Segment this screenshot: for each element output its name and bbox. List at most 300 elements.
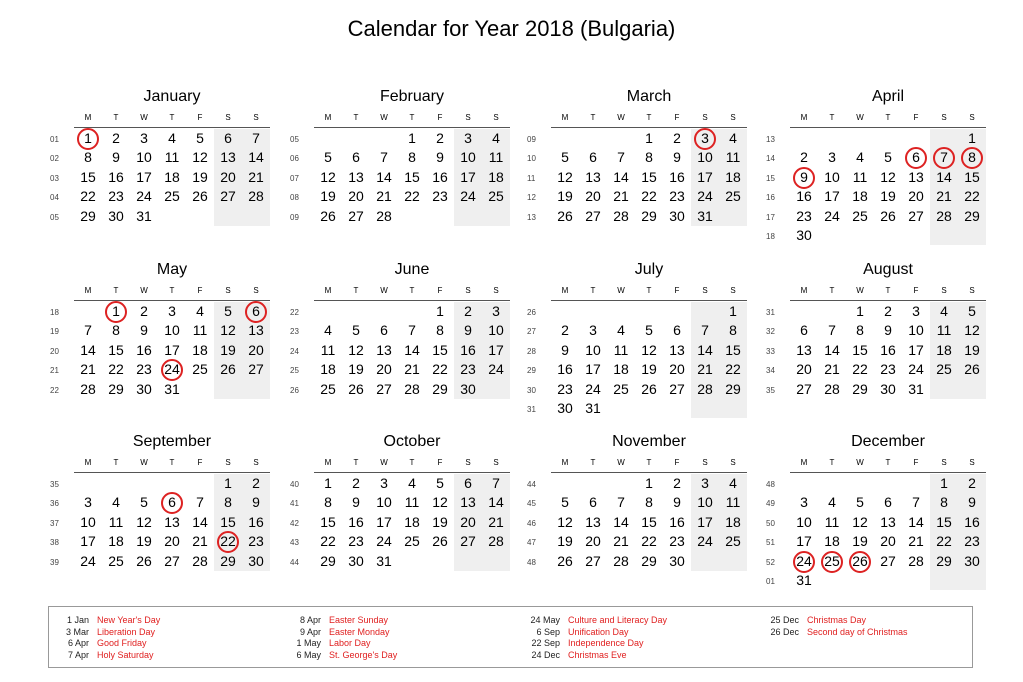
weekday-label: M — [561, 113, 569, 122]
day-cell: 22 — [936, 533, 952, 550]
day-cell: 14 — [936, 168, 952, 185]
day-cell: 18 — [108, 533, 124, 550]
day-cell: 26 — [880, 207, 896, 224]
weekday-label: S — [493, 458, 499, 467]
day-cell: 27 — [220, 188, 236, 205]
month-name: September — [132, 433, 212, 450]
day-cell: 9 — [884, 322, 892, 339]
week-row — [527, 321, 747, 340]
day-cell: 20 — [880, 533, 896, 550]
day-cell: 3 — [380, 475, 388, 491]
day-cell: 14 — [192, 513, 208, 530]
day-cell: 15 — [320, 513, 336, 530]
day-cell: 20 — [348, 188, 364, 205]
weekday-label: T — [885, 113, 891, 122]
day-cell: 23 — [108, 188, 124, 205]
day-cell: 4 — [940, 303, 948, 319]
day-cell: 13 — [220, 149, 236, 166]
week-row — [766, 380, 986, 399]
month-may — [50, 261, 270, 431]
legend-item — [281, 650, 511, 662]
weekday-label: T — [646, 458, 652, 467]
day-cell: 12 — [136, 513, 152, 530]
day-cell: 21 — [697, 361, 713, 378]
holiday-date: 6 Sep — [536, 626, 560, 637]
weekday-label: T — [829, 286, 835, 295]
holiday-date: 22 Sep — [531, 638, 560, 648]
weekday-label: W — [140, 458, 148, 467]
day-cell: 6 — [589, 149, 597, 166]
week-row — [527, 148, 747, 167]
day-cell: 14 — [488, 494, 504, 511]
month-june — [290, 261, 510, 431]
weekday-header — [74, 458, 270, 470]
header-divider — [74, 300, 270, 301]
day-cell: 14 — [824, 341, 840, 358]
week-number: 35 — [50, 480, 59, 489]
legend-item — [759, 615, 989, 627]
legend-item — [49, 638, 279, 650]
week-number: 39 — [50, 557, 59, 567]
day-cell: 28 — [697, 380, 713, 397]
day-cell: 30 — [880, 380, 896, 397]
day-cell: 18 — [936, 341, 952, 358]
week-row — [50, 148, 270, 167]
day-cell: 6 — [464, 475, 472, 491]
day-cell: 29 — [320, 552, 336, 569]
day-cell: 27 — [669, 380, 685, 397]
week-number: 10 — [527, 154, 536, 164]
week-number: 25 — [290, 366, 299, 376]
day-cell: 4 — [168, 130, 176, 146]
weekday-label: W — [617, 458, 625, 467]
day-cell: 19 — [220, 341, 236, 358]
day-cell: 12 — [432, 494, 448, 511]
month-name: January — [143, 88, 201, 105]
week-number: 36 — [50, 499, 59, 509]
legend-column — [49, 615, 279, 661]
weekday-label: S — [465, 113, 471, 122]
day-cell: 14 — [376, 168, 392, 185]
day-cell: 6 — [380, 322, 388, 339]
day-cell: 1 — [645, 475, 653, 491]
day-cell: 30 — [669, 207, 685, 224]
day-cell: 5 — [196, 130, 204, 146]
day-cell: 25 — [404, 533, 420, 550]
day-cell: 21 — [376, 188, 392, 205]
day-cell: 10 — [488, 322, 504, 339]
weekday-label: S — [253, 286, 259, 295]
holiday-day: 1 — [102, 302, 130, 321]
weekday-label: S — [493, 286, 499, 295]
weekday-label: T — [590, 458, 596, 467]
day-cell: 2 — [352, 475, 360, 491]
weekday-header — [314, 286, 510, 298]
weekday-label: T — [169, 458, 175, 467]
day-cell: 25 — [164, 188, 180, 205]
weekday-label: W — [380, 286, 388, 295]
weekday-label: F — [674, 286, 680, 295]
week-row — [527, 552, 747, 571]
month-name: December — [851, 433, 925, 450]
day-cell: 28 — [824, 380, 840, 397]
day-cell: 18 — [192, 341, 208, 358]
month-november — [527, 433, 747, 603]
week-row — [766, 302, 986, 321]
day-cell: 24 — [488, 361, 504, 378]
week-row — [766, 187, 986, 206]
weekday-label: S — [225, 113, 231, 122]
day-cell: 16 — [460, 341, 476, 358]
day-cell: 28 — [488, 533, 504, 550]
header-divider — [314, 127, 510, 128]
day-cell: 8 — [436, 322, 444, 339]
week-row — [50, 168, 270, 187]
holiday-name: Good Friday — [97, 638, 147, 648]
week-number: 15 — [766, 173, 775, 183]
day-cell: 5 — [561, 494, 569, 511]
day-cell: 1 — [968, 130, 976, 146]
week-number: 31 — [766, 308, 775, 317]
day-cell: 23 — [669, 188, 685, 205]
day-cell: 16 — [557, 361, 573, 378]
day-cell: 11 — [852, 168, 868, 185]
week-number: 49 — [766, 499, 775, 509]
weekday-label: T — [409, 113, 415, 122]
month-name: February — [379, 88, 445, 105]
day-cell: 14 — [908, 513, 924, 530]
week-row — [527, 513, 747, 532]
holiday-day: 6 — [242, 302, 270, 321]
month-name: August — [863, 261, 913, 278]
day-cell: 22 — [641, 188, 657, 205]
day-cell: 19 — [557, 188, 573, 205]
week-number: 17 — [766, 212, 775, 222]
month-name: May — [156, 261, 188, 278]
day-cell: 2 — [673, 475, 681, 491]
day-cell: 3 — [701, 475, 709, 491]
week-row — [527, 302, 747, 321]
weekday-label: T — [409, 286, 415, 295]
week-row — [290, 552, 510, 571]
weekday-label: M — [561, 458, 569, 467]
day-cell: 22 — [320, 533, 336, 550]
month-name: November — [612, 433, 686, 450]
week-row — [766, 226, 986, 245]
week-number: 18 — [50, 308, 59, 317]
week-row — [50, 341, 270, 360]
day-cell: 22 — [725, 361, 741, 378]
week-number: 29 — [527, 366, 536, 376]
month-name: April — [871, 88, 904, 105]
day-cell: 14 — [613, 513, 629, 530]
day-cell: 21 — [192, 533, 208, 550]
header-divider — [314, 472, 510, 473]
day-cell: 28 — [248, 188, 264, 205]
day-cell: 10 — [796, 513, 812, 530]
day-cell: 19 — [557, 533, 573, 550]
header-divider — [74, 127, 270, 128]
week-number: 51 — [766, 538, 775, 548]
weekday-label: T — [113, 286, 119, 295]
week-number: 48 — [766, 480, 775, 489]
weekday-label: S — [702, 113, 708, 122]
day-cell: 25 — [613, 380, 629, 397]
day-cell: 31 — [164, 380, 180, 397]
day-cell: 28 — [80, 380, 96, 397]
holiday-name: Liberation Day — [97, 626, 156, 637]
day-cell: 5 — [884, 149, 892, 166]
day-cell: 15 — [432, 341, 448, 358]
day-cell: 18 — [320, 361, 336, 378]
page-title: Calendar for Year 2018 (Bulgaria) — [347, 16, 676, 41]
day-cell: 10 — [80, 513, 96, 530]
day-cell: 19 — [320, 188, 336, 205]
day-cell: 30 — [136, 380, 152, 397]
day-cell: 23 — [557, 380, 573, 397]
week-number: 16 — [766, 193, 775, 203]
week-number: 06 — [290, 154, 299, 164]
day-cell: 30 — [964, 552, 980, 569]
weekday-label: F — [913, 458, 919, 467]
day-cell: 6 — [884, 494, 892, 511]
day-cell: 17 — [585, 361, 601, 378]
week-number: 04 — [50, 193, 59, 203]
day-cell: 26 — [136, 552, 152, 569]
day-cell: 26 — [964, 361, 980, 378]
holiday-day: 3 — [691, 129, 719, 148]
day-cell: 24 — [697, 188, 713, 205]
day-cell: 11 — [824, 513, 840, 530]
day-cell: 4 — [492, 130, 500, 146]
day-cell: 25 — [725, 533, 741, 550]
day-cell: 21 — [936, 188, 952, 205]
weekday-label: M — [84, 458, 92, 467]
header-divider — [551, 300, 747, 301]
weekday-label: F — [437, 113, 443, 122]
day-cell: 20 — [164, 533, 180, 550]
day-cell: 13 — [908, 168, 924, 185]
day-cell: 26 — [220, 361, 236, 378]
day-cell: 14 — [404, 341, 420, 358]
day-cell: 15 — [641, 168, 657, 185]
month-september — [50, 433, 270, 603]
day-cell: 10 — [824, 168, 840, 185]
holiday-date: 25 Dec — [770, 615, 799, 625]
day-cell: 18 — [613, 361, 629, 378]
day-cell: 23 — [669, 533, 685, 550]
legend-item — [281, 627, 511, 639]
week-row — [766, 321, 986, 340]
day-cell: 20 — [376, 361, 392, 378]
day-cell: 23 — [432, 188, 448, 205]
day-cell: 4 — [828, 494, 836, 511]
day-cell: 22 — [641, 533, 657, 550]
day-cell: 16 — [136, 341, 152, 358]
day-cell: 6 — [589, 494, 597, 511]
weekday-label: M — [324, 286, 332, 295]
week-number: 09 — [527, 135, 536, 144]
day-cell: 5 — [856, 494, 864, 511]
week-number: 43 — [290, 538, 299, 548]
day-cell: 8 — [224, 494, 232, 511]
week-number: 44 — [527, 480, 536, 489]
week-number: 27 — [527, 327, 536, 337]
weekday-label: F — [197, 113, 203, 122]
holiday-day: 26 — [846, 552, 874, 571]
day-cell: 7 — [252, 130, 260, 146]
day-cell: 16 — [248, 513, 264, 530]
week-row — [527, 129, 747, 148]
day-cell: 29 — [641, 552, 657, 569]
day-cell: 4 — [324, 322, 332, 339]
holiday-name: Easter Sunday — [329, 615, 389, 625]
day-cell: 20 — [460, 513, 476, 530]
day-cell: 17 — [908, 341, 924, 358]
day-cell: 2 — [436, 130, 444, 146]
day-cell: 17 — [697, 513, 713, 530]
weekday-header — [74, 286, 270, 298]
day-cell: 18 — [824, 533, 840, 550]
day-cell: 11 — [192, 322, 208, 339]
day-cell: 13 — [164, 513, 180, 530]
week-row — [290, 321, 510, 340]
day-cell: 8 — [408, 149, 416, 166]
weekday-label: F — [437, 286, 443, 295]
day-cell: 6 — [800, 322, 808, 339]
header-divider — [790, 472, 986, 473]
week-number: 18 — [766, 232, 775, 241]
day-cell: 8 — [324, 494, 332, 511]
day-cell: 26 — [641, 380, 657, 397]
day-cell: 31 — [697, 207, 713, 224]
day-cell: 26 — [320, 207, 336, 224]
week-row — [50, 207, 270, 226]
header-divider — [551, 472, 747, 473]
day-cell: 2 — [252, 475, 260, 491]
weekday-label: S — [465, 286, 471, 295]
day-cell: 29 — [725, 380, 741, 397]
weekday-label: S — [969, 286, 975, 295]
day-cell: 21 — [80, 361, 96, 378]
week-row — [527, 474, 747, 493]
week-number: 38 — [50, 538, 59, 548]
day-cell: 3 — [84, 494, 92, 511]
day-cell: 1 — [408, 130, 416, 146]
week-row — [527, 187, 747, 206]
day-cell: 29 — [108, 380, 124, 397]
weekday-label: M — [324, 113, 332, 122]
day-cell: 29 — [964, 207, 980, 224]
day-cell: 28 — [404, 380, 420, 397]
week-row — [50, 302, 270, 321]
week-number: 45 — [527, 499, 536, 509]
weekday-label: T — [646, 286, 652, 295]
week-number: 05 — [290, 135, 299, 144]
holiday-legend — [48, 606, 973, 668]
day-cell: 27 — [796, 380, 812, 397]
week-number: 05 — [50, 212, 59, 222]
weekday-label: S — [969, 113, 975, 122]
holiday-name: Holy Saturday — [97, 649, 154, 660]
day-cell: 30 — [460, 380, 476, 397]
weekday-label: T — [169, 113, 175, 122]
day-cell: 28 — [613, 207, 629, 224]
weekday-header — [314, 458, 510, 470]
day-cell: 10 — [376, 494, 392, 511]
weekday-label: S — [969, 458, 975, 467]
weekday-header — [551, 113, 747, 125]
week-number: 11 — [527, 173, 536, 183]
week-row — [766, 532, 986, 551]
weekday-label: T — [353, 113, 359, 122]
day-cell: 19 — [348, 361, 364, 378]
day-cell: 28 — [936, 207, 952, 224]
week-number: 19 — [50, 327, 59, 337]
week-number: 20 — [50, 346, 59, 356]
day-cell: 27 — [248, 361, 264, 378]
day-cell: 22 — [80, 188, 96, 205]
day-cell: 31 — [908, 380, 924, 397]
day-cell: 12 — [192, 149, 208, 166]
day-cell: 11 — [725, 149, 741, 166]
weekday-label: S — [730, 113, 736, 122]
weekday-label: S — [702, 458, 708, 467]
day-cell: 17 — [136, 168, 152, 185]
legend-item — [281, 638, 511, 650]
day-cell: 22 — [404, 188, 420, 205]
weekday-label: W — [617, 113, 625, 122]
holiday-name: Unification Day — [568, 626, 629, 637]
week-number: 01 — [766, 577, 775, 586]
weekday-label: T — [353, 286, 359, 295]
holiday-name: New Year's Day — [97, 615, 161, 625]
day-cell: 3 — [800, 494, 808, 511]
holiday-date: 6 Apr — [67, 638, 89, 648]
day-cell: 15 — [936, 513, 952, 530]
day-cell: 9 — [252, 494, 260, 511]
week-row — [766, 552, 986, 571]
week-row — [50, 513, 270, 532]
day-cell: 11 — [488, 149, 504, 166]
day-cell: 5 — [561, 149, 569, 166]
day-cell: 7 — [492, 475, 500, 491]
week-number: 34 — [766, 366, 775, 376]
day-cell: 21 — [488, 513, 504, 530]
week-row — [766, 360, 986, 379]
week-row — [527, 399, 747, 418]
day-cell: 10 — [136, 149, 152, 166]
day-cell: 2 — [673, 130, 681, 146]
day-cell: 8 — [856, 322, 864, 339]
day-cell: 30 — [248, 552, 264, 569]
week-number: 35 — [766, 385, 775, 395]
day-cell: 11 — [108, 513, 124, 530]
day-cell: 4 — [408, 475, 416, 491]
day-cell: 9 — [140, 322, 148, 339]
day-cell: 8 — [84, 149, 92, 166]
day-cell: 15 — [80, 168, 96, 185]
month-january — [50, 88, 270, 258]
day-cell: 29 — [641, 207, 657, 224]
day-cell: 25 — [320, 380, 336, 397]
day-cell: 19 — [432, 513, 448, 530]
weekday-label: F — [437, 458, 443, 467]
day-cell: 17 — [80, 533, 96, 550]
day-cell: 26 — [557, 552, 573, 569]
weekday-label: T — [169, 286, 175, 295]
week-row — [527, 360, 747, 379]
